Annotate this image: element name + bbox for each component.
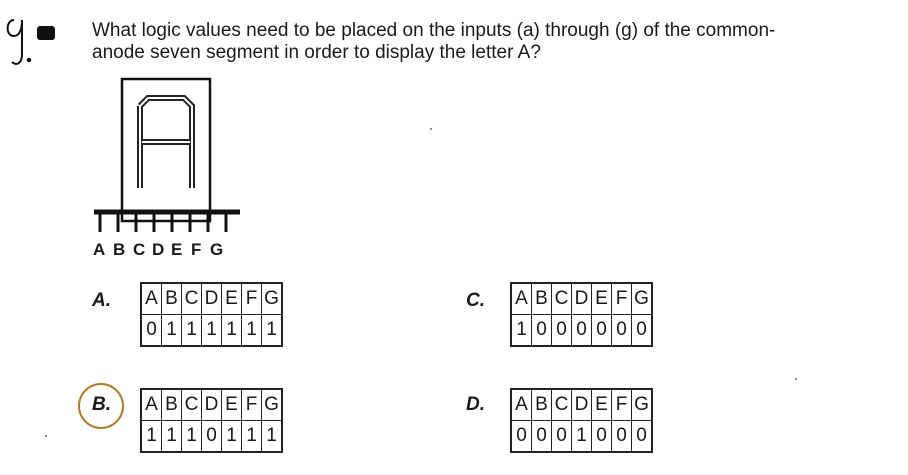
header-cell: A bbox=[141, 389, 162, 421]
value-cell: 0 bbox=[612, 315, 632, 347]
question-line-1: What logic values need to be placed on the inputs (a) through (g) of the common- bbox=[92, 20, 776, 41]
pin-label: B bbox=[113, 240, 126, 259]
header-cell: G bbox=[262, 389, 283, 421]
value-cell: 1 bbox=[162, 315, 182, 347]
value-cell: 1 bbox=[182, 421, 202, 453]
header-cell: G bbox=[632, 389, 653, 421]
option-b-label[interactable]: B. bbox=[92, 394, 111, 415]
header-cell: G bbox=[632, 283, 653, 315]
value-cell: 0 bbox=[592, 315, 612, 347]
value-cell: 1 bbox=[182, 315, 202, 347]
table-value-row bbox=[511, 315, 652, 347]
value-cell: 0 bbox=[511, 421, 532, 453]
option-b-table[interactable] bbox=[140, 388, 283, 453]
value-cell: 1 bbox=[511, 315, 532, 347]
value-cell: 0 bbox=[632, 421, 653, 453]
header-cell: F bbox=[242, 389, 262, 421]
table-header-row bbox=[511, 283, 652, 315]
value-cell: 1 bbox=[572, 421, 592, 453]
question-number-handwritten bbox=[4, 14, 56, 74]
value-cell: 0 bbox=[572, 315, 592, 347]
value-cell: 1 bbox=[242, 421, 262, 453]
value-cell: 1 bbox=[162, 421, 182, 453]
header-cell: A bbox=[511, 389, 532, 421]
value-cell: 1 bbox=[262, 421, 283, 453]
value-cell: 0 bbox=[552, 421, 572, 453]
header-cell: C bbox=[552, 283, 572, 315]
pin-label: C bbox=[133, 240, 146, 259]
table-header-row bbox=[141, 389, 282, 421]
header-cell: D bbox=[572, 283, 592, 315]
value-cell: 0 bbox=[532, 421, 552, 453]
scan-speck bbox=[795, 378, 797, 380]
option-a-label[interactable]: A. bbox=[92, 290, 111, 311]
pin-label: E bbox=[171, 240, 183, 259]
header-cell: D bbox=[202, 283, 222, 315]
header-cell: F bbox=[612, 283, 632, 315]
header-cell: A bbox=[511, 283, 532, 315]
header-cell: G bbox=[262, 283, 283, 315]
scan-speck bbox=[430, 128, 432, 130]
value-cell: 0 bbox=[141, 315, 162, 347]
value-cell: 0 bbox=[592, 421, 612, 453]
table-value-row bbox=[511, 421, 652, 453]
value-cell: 0 bbox=[532, 315, 552, 347]
pin-labels bbox=[93, 240, 243, 262]
value-cell: 0 bbox=[552, 315, 572, 347]
pin-label: G bbox=[210, 240, 224, 259]
option-d-label[interactable]: D. bbox=[466, 394, 485, 415]
header-cell: B bbox=[162, 389, 182, 421]
option-c-table[interactable] bbox=[510, 282, 653, 347]
value-cell: 0 bbox=[612, 421, 632, 453]
header-cell: B bbox=[532, 389, 552, 421]
seven-segment-display bbox=[90, 76, 260, 266]
option-d-table[interactable] bbox=[510, 388, 653, 453]
header-cell: E bbox=[222, 283, 242, 315]
header-cell: C bbox=[182, 283, 202, 315]
option-a-table[interactable] bbox=[140, 282, 283, 347]
value-cell: 0 bbox=[202, 421, 222, 453]
value-cell: 1 bbox=[222, 421, 242, 453]
pin-label: D bbox=[152, 240, 165, 259]
value-cell: 1 bbox=[262, 315, 283, 347]
value-cell: 1 bbox=[222, 315, 242, 347]
pin-label: A bbox=[93, 240, 106, 259]
header-cell: E bbox=[222, 389, 242, 421]
table-value-row bbox=[141, 421, 282, 453]
value-cell: 1 bbox=[242, 315, 262, 347]
header-cell: A bbox=[141, 283, 162, 315]
question-text bbox=[92, 20, 892, 64]
table-value-row bbox=[141, 315, 282, 347]
table-header-row bbox=[141, 283, 282, 315]
table-header-row bbox=[511, 389, 652, 421]
value-cell: 1 bbox=[202, 315, 222, 347]
header-cell: E bbox=[592, 283, 612, 315]
scan-speck bbox=[45, 435, 47, 437]
header-cell: C bbox=[552, 389, 572, 421]
header-cell: E bbox=[592, 389, 612, 421]
pin-label: F bbox=[191, 240, 202, 259]
header-cell: B bbox=[532, 283, 552, 315]
option-c-label[interactable]: C. bbox=[466, 290, 485, 311]
value-cell: 1 bbox=[141, 421, 162, 453]
question-line-2: anode seven segment in order to display the letter A? bbox=[92, 42, 541, 63]
header-cell: B bbox=[162, 283, 182, 315]
header-cell: F bbox=[612, 389, 632, 421]
header-cell: C bbox=[182, 389, 202, 421]
value-cell: 0 bbox=[632, 315, 653, 347]
header-cell: D bbox=[202, 389, 222, 421]
header-cell: F bbox=[242, 283, 262, 315]
header-cell: D bbox=[572, 389, 592, 421]
